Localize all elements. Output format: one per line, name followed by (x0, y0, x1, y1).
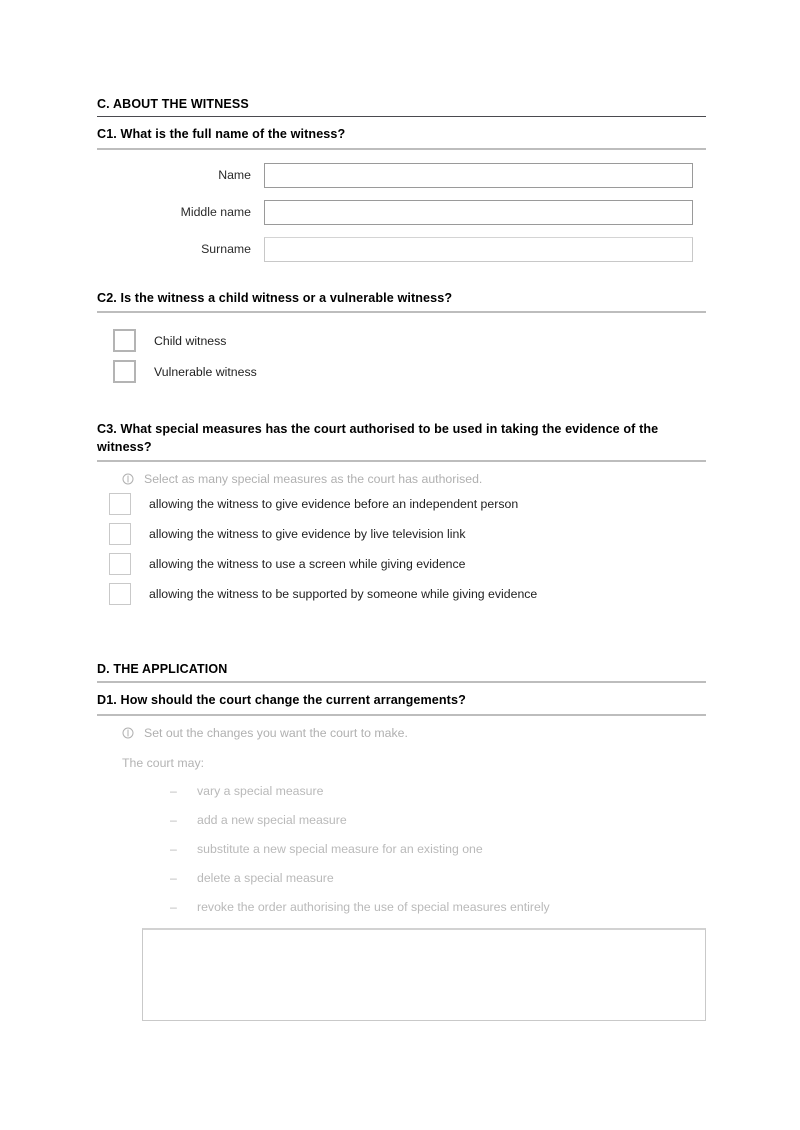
question-c3 (97, 421, 706, 605)
info-circle-icon (122, 473, 134, 485)
spacer-c1-c2 (97, 274, 706, 290)
spacer-c2-c3 (97, 391, 706, 421)
question-c1-heading: C1. What is the full name of the witness? (97, 127, 346, 141)
field-row-name (97, 163, 706, 188)
dash-bullet-icon: – (170, 899, 177, 914)
checkbox-use-a-screen[interactable] (109, 553, 131, 575)
label-surname: Surname (201, 242, 251, 256)
c3-options-group (97, 493, 706, 605)
d1-hint-text: Set out the changes you want the court to make. (144, 725, 408, 740)
input-surname[interactable] (264, 237, 693, 262)
list-item (170, 783, 706, 799)
question-c3-heading: C3. What special measures has the court authorised to be used in taking the evidence of the witness? (97, 422, 659, 454)
field-row-surname (97, 237, 706, 262)
list-item (170, 870, 706, 886)
list-item (170, 841, 706, 857)
question-c3-divider (97, 460, 706, 462)
label-name: Name (218, 168, 251, 182)
question-c2-heading: C2. Is the witness a child witness or a vulnerable witness? (97, 290, 453, 305)
list-item-label: vary a special measure (197, 783, 324, 798)
c3-hint-text: Select as many special measures as the court has authorised. (144, 472, 483, 486)
dash-bullet-icon: – (170, 870, 177, 885)
c2-option-vulnerable-witness[interactable] (113, 360, 706, 383)
c3-option-label: allowing the witness to give evidence before an independent person (149, 497, 519, 511)
list-item (170, 899, 706, 915)
checkbox-evidence-before-independent-person[interactable] (109, 493, 131, 515)
checkbox-vulnerable-witness[interactable] (113, 360, 136, 383)
checkbox-supported-by-someone[interactable] (109, 583, 131, 605)
list-item-label: revoke the order authorising the use of special measures entirely (197, 899, 550, 914)
spacer-d-head (97, 683, 706, 692)
d1-answer-wrapper (97, 928, 706, 1026)
question-d1-heading: D1. How should the court change the current arrangements? (97, 693, 466, 707)
form-content (97, 96, 706, 1026)
list-item (170, 812, 706, 828)
question-c2-divider (97, 311, 706, 313)
section-the-application (97, 661, 706, 1026)
dash-bullet-icon: – (170, 783, 177, 798)
list-item-label: add a new special measure (197, 812, 347, 827)
dash-bullet-icon: – (170, 841, 177, 856)
checkbox-child-witness[interactable] (113, 329, 136, 352)
question-d1-divider (97, 714, 706, 716)
question-d1 (97, 692, 706, 1026)
c2-options-group (97, 329, 706, 383)
c3-option-live-television-link[interactable] (109, 523, 706, 545)
c3-option-supported-by-someone[interactable] (109, 583, 706, 605)
d1-intro-text: The court may: (122, 755, 205, 770)
section-heading-c: C. ABOUT THE WITNESS (97, 97, 249, 111)
c2-option-label: Vulnerable witness (154, 364, 257, 379)
c2-option-child-witness[interactable] (113, 329, 706, 352)
section-c-divider (97, 116, 706, 117)
d1-hint (97, 725, 706, 741)
c2-option-label: Child witness (154, 333, 227, 348)
c3-option-independent-person[interactable] (109, 493, 706, 515)
checkbox-evidence-by-live-television-link[interactable] (109, 523, 131, 545)
d1-bullet-list (97, 783, 706, 915)
label-middle-name: Middle name (180, 205, 251, 219)
dash-bullet-icon: – (170, 812, 177, 827)
c3-option-label: allowing the witness to use a screen while giving evidence (149, 557, 466, 571)
name-fields-group (97, 163, 706, 262)
field-row-middle-name (97, 200, 706, 225)
info-circle-icon (122, 727, 134, 739)
question-c2 (97, 290, 706, 384)
c3-hint (97, 471, 706, 487)
c3-option-use-a-screen[interactable] (109, 553, 706, 575)
c3-option-label: allowing the witness to be supported by someone while giving evidence (149, 587, 538, 601)
section-heading-d: D. THE APPLICATION (97, 662, 228, 676)
c3-option-label: allowing the witness to give evidence by live television link (149, 527, 466, 541)
list-item-label: delete a special measure (197, 870, 334, 885)
section-about-the-witness (97, 96, 706, 605)
d1-answer-textarea[interactable] (142, 928, 706, 1021)
input-middle-name[interactable] (264, 200, 693, 225)
input-name[interactable] (264, 163, 693, 188)
question-c1-divider (97, 148, 706, 150)
list-item-label: substitute a new special measure for an existing one (197, 841, 483, 856)
spacer-section-c-d (97, 613, 706, 661)
question-c1 (97, 126, 706, 262)
